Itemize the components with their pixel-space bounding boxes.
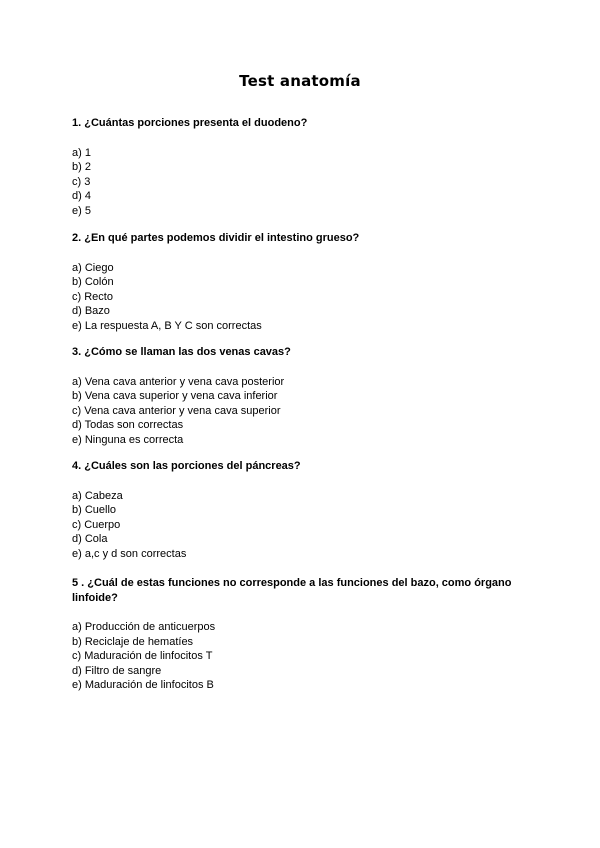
option-d: d) Cola [72,533,108,545]
option-e: e) 5 [72,204,91,217]
option-list [72,489,542,562]
page-title: Test anatomía [239,72,361,90]
option-b: b) Reciclaje de hematíes [72,635,194,648]
option-a: a) Ciego [72,261,114,274]
option-list [72,375,542,448]
question-3 [72,345,542,447]
question-text: 5 . ¿Cuál de estas funciones no corresponde a las funciones del bazo, como órgano linfoide? [72,577,512,604]
option-e: e) La respuesta A, B Y C son correctas [72,319,262,332]
option-list [72,261,542,334]
option-e: e) a,c y d son correctas [72,547,187,560]
option-b: b) Vena cava superior y vena cava inferior [72,390,278,402]
option-b: b) 2 [72,161,91,173]
question-text: 2. ¿En qué partes podemos dividir el intestino grueso? [72,232,360,244]
option-c: c) 3 [72,175,91,188]
question-text: 4. ¿Cuáles son las porciones del páncreas? [72,460,301,472]
option-a: a) Producción de anticuerpos [72,621,216,633]
option-c: c) Vena cava anterior y vena cava superior [72,404,281,417]
option-d: d) Filtro de sangre [72,664,162,677]
question-text: 3. ¿Cómo se llaman las dos venas cavas? [72,346,291,358]
option-a: a) Vena cava anterior y vena cava posterior [72,375,285,388]
option-a: a) 1 [72,146,91,159]
option-b: b) Colón [72,276,114,288]
option-list [72,620,542,693]
option-e: e) Maduración de linfocitos B [72,679,214,691]
option-list [72,146,542,219]
question-2 [72,231,542,333]
option-e: e) Ninguna es correcta [72,433,184,446]
option-c: c) Cuerpo [72,518,121,531]
question-text: 1. ¿Cuántas porciones presenta el duodeno? [72,117,308,129]
question-5 [72,576,542,693]
option-a: a) Cabeza [72,489,123,502]
option-c: c) Maduración de linfocitos T [72,650,213,662]
option-d: d) Bazo [72,305,110,317]
option-d: d) 4 [72,190,91,202]
option-b: b) Cuello [72,504,117,516]
question-1 [72,116,542,218]
option-c: c) Recto [72,290,113,303]
option-d: d) Todas son correctas [72,419,184,431]
question-4 [72,459,542,561]
